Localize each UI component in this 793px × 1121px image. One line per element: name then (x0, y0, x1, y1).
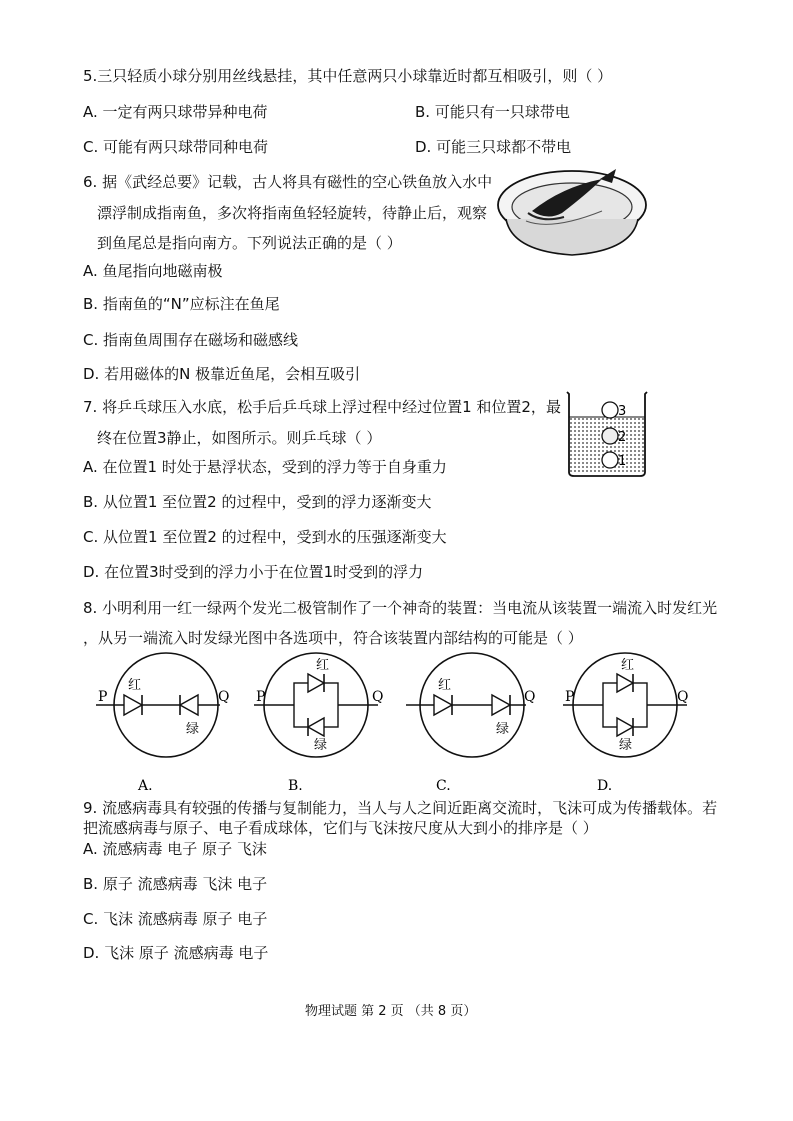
q5-stem: 5.三只轻质小球分别用丝线悬挂，其中任意两只小球靠近时都互相吸引，则（ ） (83, 67, 613, 85)
q7-option-a: A. 在位置1 时处于悬浮状态，受到的浮力等于自身重力 (83, 458, 447, 476)
q8-stem-line-1: 8. 小明利用一红一绿两个发光二极管制作了一个神奇的装置：当电流从该装置一端流入时发红光 (83, 599, 718, 617)
red-label-a: 红 (128, 678, 142, 693)
terminal-p-d: P (565, 689, 575, 705)
q6-stem-line-1: 6. 据《武经总要》记载，古人将具有磁性的空心铁鱼放入水中 (83, 173, 493, 191)
green-label-a: 绿 (186, 722, 200, 737)
q7-option-d: D. 在位置3时受到的浮力小于在位置1时受到的浮力 (83, 563, 424, 581)
q9-stem-line-2: 把流感病毒与原子、电子看成球体，它们与飞沫按尺度从大到小的排序是（ ） (83, 819, 598, 837)
q6-option-b: B. 指南鱼的“N”应标注在鱼尾 (83, 295, 280, 313)
q7-stem-line-2: 终在位置3静止，如图所示。则乒乓球（ ） (97, 429, 382, 447)
red-label-b: 红 (316, 658, 330, 673)
q9-stem-line-1: 9. 流感病毒具有较强的传播与复制能力，当人与人之间近距离交流时，飞沫可成为传播载体。若 (83, 799, 718, 817)
circuit-option-b (254, 653, 394, 793)
q6-stem-line-3: 到鱼尾总是指向南方。下列说法正确的是（ ） (97, 234, 402, 252)
q8-stem-line-2: ，从另一端流入时发绿光图中各选项中，符合该装置内部结构的可能是（ ） (83, 629, 583, 647)
green-label-d: 绿 (619, 738, 633, 753)
q7-option-b: B. 从位置1 至位置2 的过程中，受到的浮力逐渐变大 (83, 493, 432, 511)
q5-option-c: C. 可能有两只球带同种电荷 (83, 138, 269, 156)
page-footer: 物理试题 第 2 页 （共 8 页） (305, 1004, 477, 1019)
q5-option-d: D. 可能三只球都不带电 (415, 138, 572, 156)
green-label-c: 绿 (496, 722, 510, 737)
q6-option-c: C. 指南鱼周围存在磁场和磁感线 (83, 331, 299, 349)
beaker-figure (566, 390, 650, 480)
terminal-q-a: Q (218, 689, 230, 705)
q9-option-d: D. 飞沫 原子 流感病毒 电子 (83, 944, 269, 962)
red-label-c: 红 (438, 678, 452, 693)
option-letter-a: A. (138, 778, 153, 794)
terminal-q-b: Q (372, 689, 384, 705)
option-letter-d: D. (597, 778, 613, 794)
circuit-option-a (96, 653, 236, 793)
circuit-option-d (563, 653, 703, 793)
beaker-label-1: 1 (618, 454, 627, 469)
terminal-p-a: P (98, 689, 108, 705)
beaker-label-2: 2 (618, 430, 627, 445)
option-letter-c: C. (436, 778, 451, 794)
q6-option-a: A. 鱼尾指向地磁南极 (83, 262, 223, 280)
terminal-q-d: Q (677, 689, 689, 705)
green-label-b: 绿 (314, 738, 328, 753)
terminal-q-c: Q (524, 689, 536, 705)
q5-option-b: B. 可能只有一只球带电 (415, 103, 570, 121)
beaker-label-3: 3 (618, 404, 627, 419)
q9-option-a: A. 流感病毒 电子 原子 飞沫 (83, 840, 267, 858)
circuit-option-c (406, 653, 546, 793)
q9-option-b: B. 原子 流感病毒 飞沫 电子 (83, 875, 268, 893)
q5-option-a: A. 一定有两只球带异种电荷 (83, 103, 268, 121)
option-letter-b: B. (288, 778, 303, 794)
terminal-p-b: P (256, 689, 266, 705)
q6-stem-line-2: 漂浮制成指南鱼，多次将指南鱼轻轻旋转，待静止后，观察 (97, 204, 488, 222)
red-label-d: 红 (621, 658, 635, 673)
q7-stem-line-1: 7. 将乒乓球压入水底，松手后乒乓球上浮过程中经过位置1 和位置2，最 (83, 398, 561, 416)
q7-option-c: C. 从位置1 至位置2 的过程中，受到水的压强逐渐变大 (83, 528, 447, 546)
fish-dish-figure (492, 163, 652, 261)
q9-option-c: C. 飞沫 流感病毒 原子 电子 (83, 910, 268, 928)
q6-option-d: D. 若用磁体的N 极靠近鱼尾，会相互吸引 (83, 365, 361, 383)
